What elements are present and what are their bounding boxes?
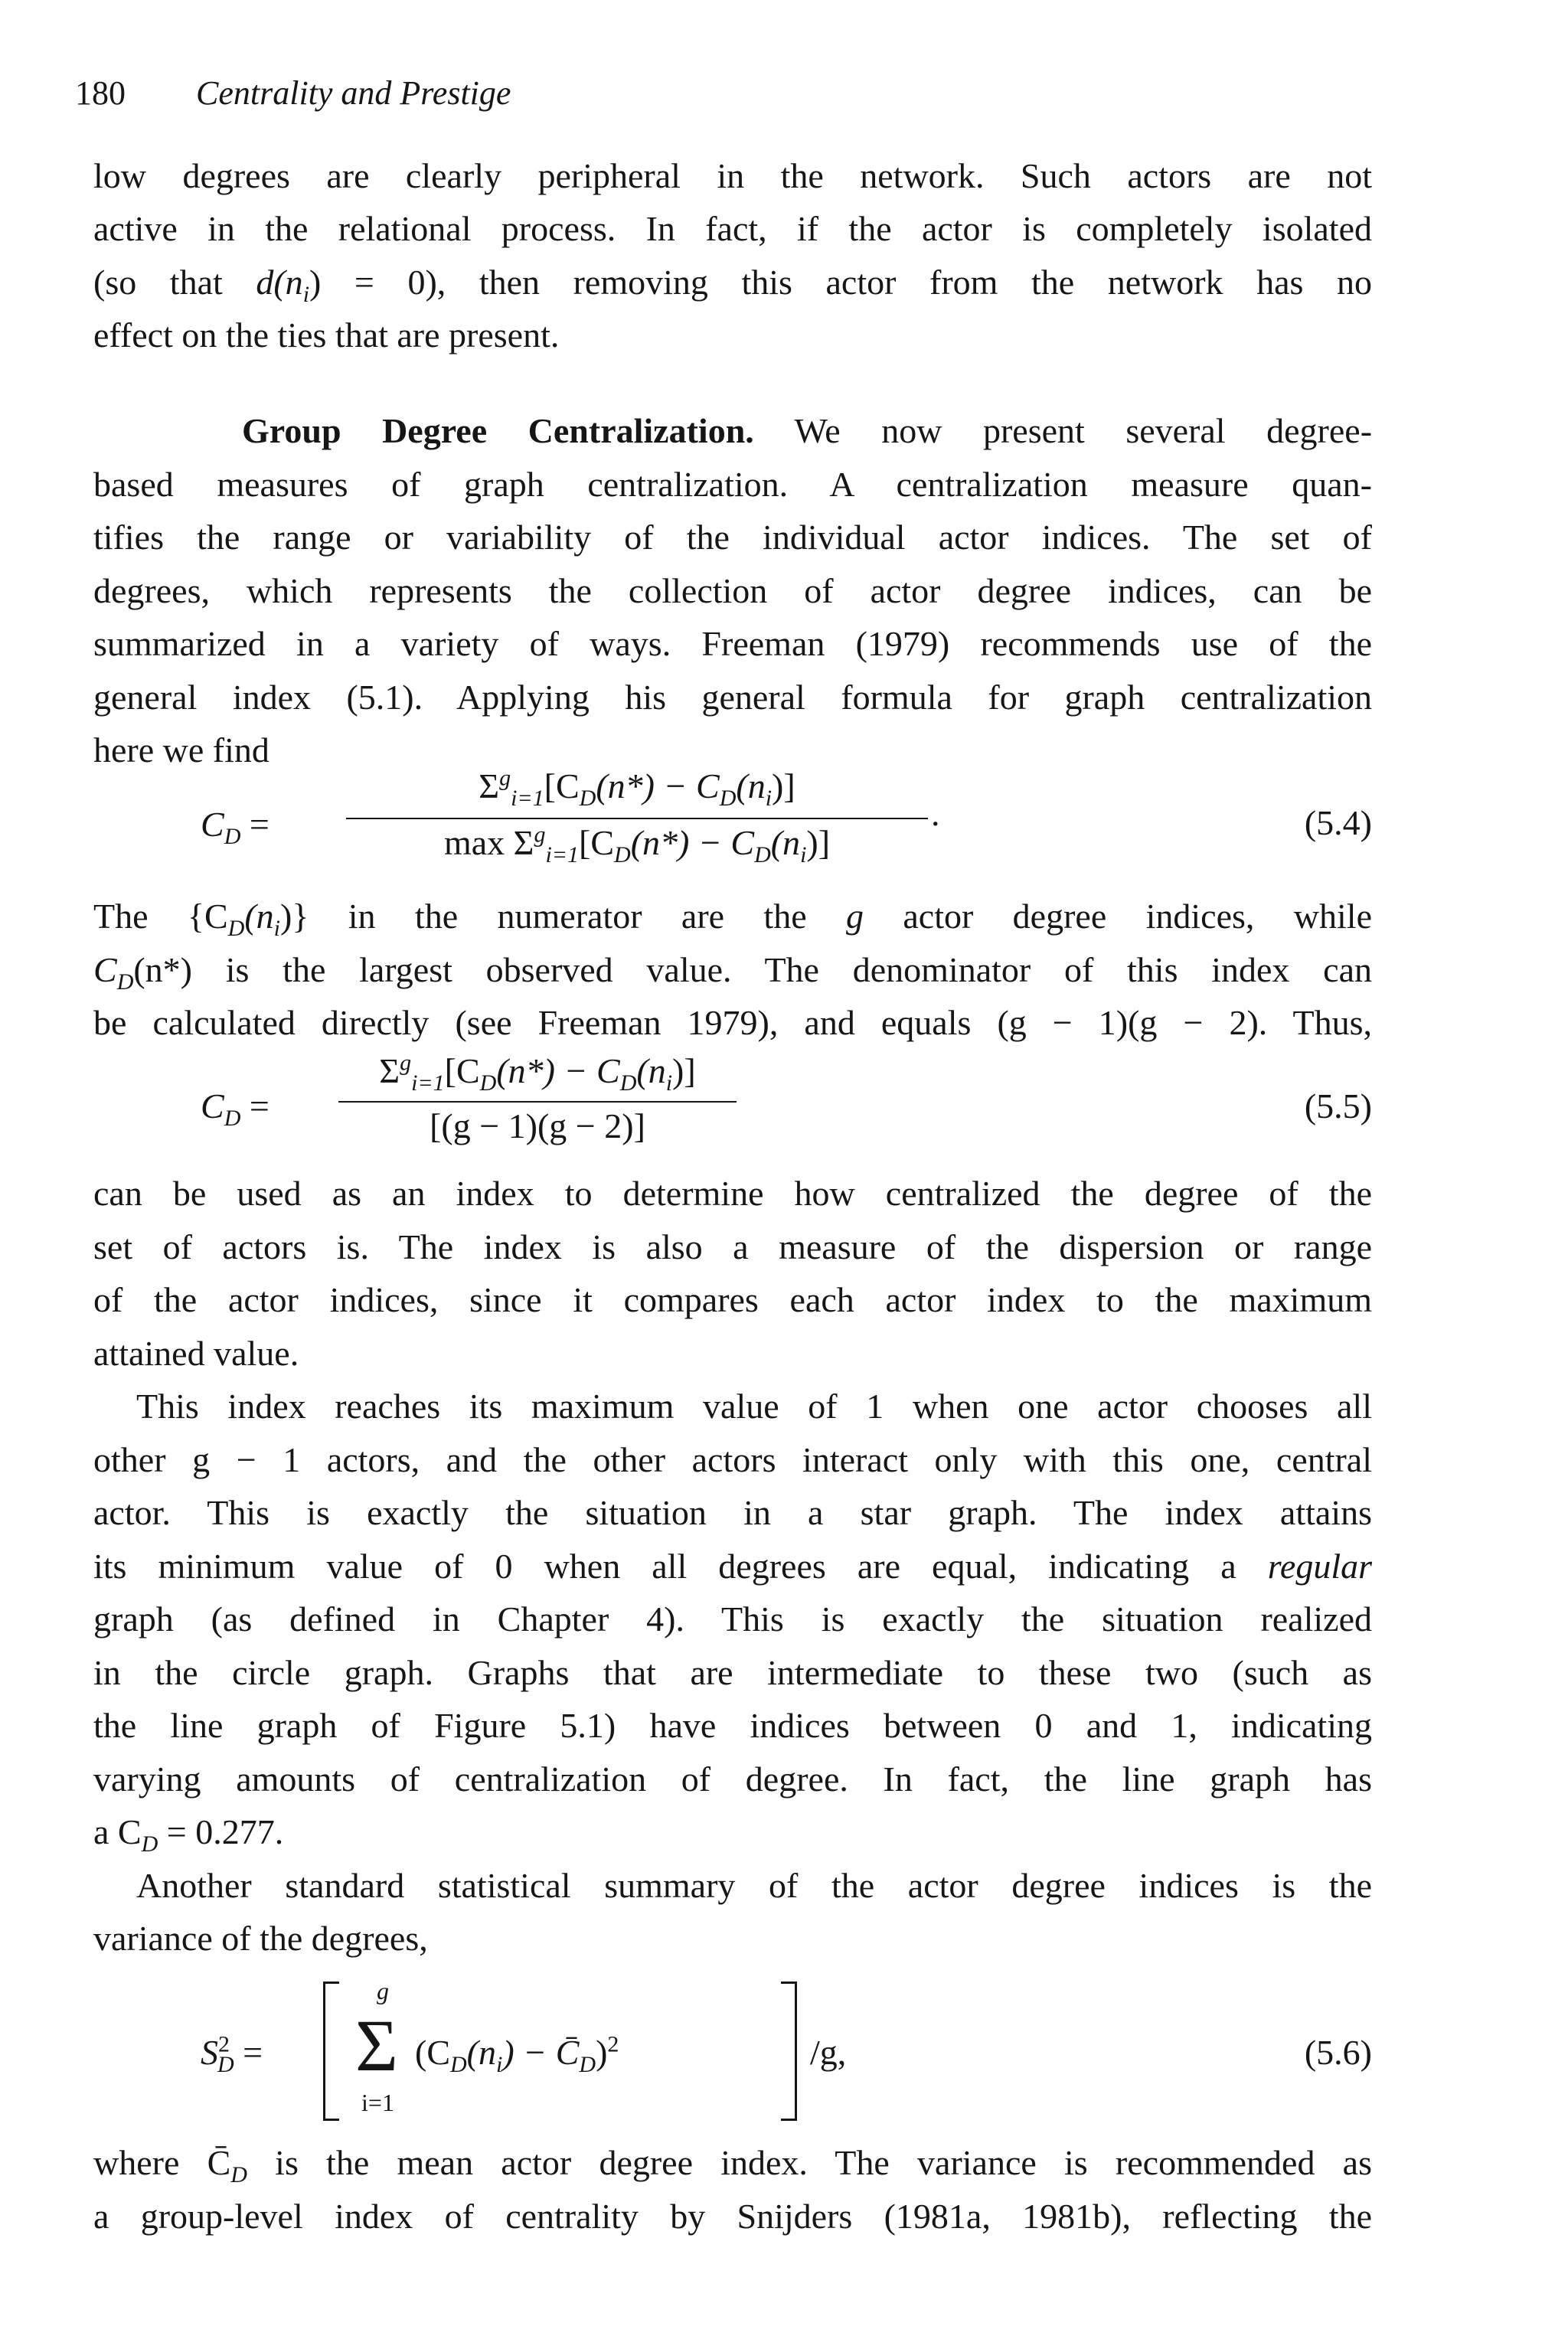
paragraph-5-line-7: the line graph of Figure 5.1) have indices between 0 and 1, indicating [93, 1706, 1372, 1745]
page-number: 180 [75, 74, 126, 112]
paragraph-4-line-3: of the actor indices, since it compares each actor index to the maximum [93, 1280, 1372, 1319]
paragraph-5-line-4: its minimum value of 0 when all degrees are equal, indicating a regular [93, 1547, 1372, 1586]
eq54-numerator: $\Sigma^g_{i=1}[C_D(n*) - C_D(n_i)]$ [479, 765, 795, 812]
eq56-summand: ($C_D(n_i)$ − $C̄_D)^2$ [415, 2031, 619, 2078]
equation-5-5 [93, 1050, 1372, 1161]
eq54-denominator: $\max \Sigma^g_{i=1}[C_D(n*) - C_D(n_i)]$ [443, 822, 831, 868]
eq55-fraction-bar [338, 1101, 737, 1103]
paragraph-5-line-9: a $C_D = 0.277$. [93, 1812, 284, 1857]
paragraph-5-line-2: other g − 1 actors, and the other actors interact only with this one, central [93, 1440, 1372, 1479]
paragraph-7-line-2: a group-level index of centrality by Snijders (1981a, 1981b), reflecting the [93, 2197, 1372, 2236]
equation-number-5-6: (5.6) [1304, 2033, 1372, 2072]
paragraph-4-line-4: attained value. [93, 1334, 299, 1373]
paragraph-5-line-6: in the circle graph. Graphs that are intermediate to these two (such as [93, 1653, 1372, 1692]
paragraph-1-line-2: active in the relational process. In fact, if the actor is completely isolated [93, 209, 1372, 248]
paragraph-5-line-5: graph (as defined in Chapter 4). This is exactly the situation realized [93, 1599, 1372, 1638]
paragraph-3-line-1: The $\{C_D(n_i)\}$ in the numerator are the g actor degree indices, while [93, 897, 1372, 942]
eq54-lhs: $C_D$ = [201, 805, 270, 850]
section-heading: Group Degree Centralization. [242, 411, 754, 450]
paragraph-1-line-1: low degrees are clearly peripheral in the network. Such actors are not [93, 156, 1372, 195]
eq54-fraction-bar [346, 818, 928, 819]
paragraph-6-line-1: Another standard statistical summary of the actor degree indices is the [136, 1866, 1372, 1905]
paragraph-1-line-3: (so that $d(n_i) = 0$), then removing this actor from the network has no [93, 263, 1372, 308]
paragraph-3-line-3: be calculated directly (see Freeman 1979), and equals (g − 1)(g − 2). Thus, [93, 1003, 1372, 1042]
paragraph-5-line-8: varying amounts of centralization of degree. In fact, the line graph has [93, 1759, 1372, 1799]
paragraph-2-line-7: here we find [93, 730, 270, 769]
paragraph-2-line-2: based measures of graph centralization. A centralization measure quan- [93, 465, 1372, 504]
eq56-sigma: Σ [355, 2004, 398, 2086]
equation-5-4: $C_D$ = $\Sigma^g_{i=1}[C_D(n*) - C_D(n_i)]$ $\max \Sigma^g_{i=1}[C_D(n*) - C_D(n_i)]$ . (5.4) [201, 765, 1372, 868]
paragraph-5-line-3: actor. This is exactly the situation in a star graph. The index attains [93, 1493, 1372, 1532]
paragraph-2-line-1: Group Degree Centralization. We now present several degree- [242, 411, 1373, 450]
running-title: Centrality and Prestige [196, 74, 511, 112]
paragraph-2-line-5: summarized in a variety of ways. Freeman (1979) recommends use of the [93, 624, 1372, 663]
running-header [75, 70, 511, 116]
equation-number-5-5: (5.5) [1304, 1086, 1372, 1126]
eq56-right-bracket [781, 1982, 797, 2121]
paragraph-2-line-4: degrees, which represents the collection of actor degree indices, can be [93, 571, 1372, 610]
paragraph-5-line-1: This index reaches its maximum value of 1 when one actor chooses all [136, 1387, 1372, 1426]
equation-number-5-4: (5.4) [1304, 803, 1372, 842]
paragraph-7-line-1: where $C̄_D$ is the mean actor degree index. The variance is recommended as [93, 2143, 1372, 2188]
paragraph-4-line-2: set of actors is. The index is also a measure of the dispersion or range [93, 1227, 1372, 1266]
paragraph-1-line-4: effect on the ties that are present. [93, 315, 560, 354]
paragraph-2-line-6: general index (5.1). Applying his general formula for graph centralization [93, 678, 1372, 717]
eq55-lhs: $C_D$ = [201, 1086, 270, 1132]
eq56-lhs: $S^2_D$ = [201, 2031, 263, 2078]
paragraph-6-line-2: variance of the degrees, [93, 1919, 428, 1958]
paragraph-4-line-1: can be used as an index to determine how centralized the degree of the [93, 1174, 1372, 1213]
equation-5-6: $S^2_D$ = g Σ i=1 ($C_D(n_i)$ − $C̄_D)^2$ /g, (5.6) [93, 1982, 1372, 2123]
eq55-denominator: [(g − 1)(g − 2)] [430, 1106, 645, 1145]
eq55-numerator: $\Sigma^g_{i=1}[C_D(n*) - C_D(n_i)]$ [379, 1050, 696, 1096]
paragraph-2-line-3: tifies the range or variability of the individual actor indices. The set of [93, 518, 1372, 557]
paragraph-3-line-2: $C_D(n*)$ is the largest observed value. The denominator of this index can [93, 950, 1372, 995]
eq56-left-bracket [323, 1982, 339, 2121]
